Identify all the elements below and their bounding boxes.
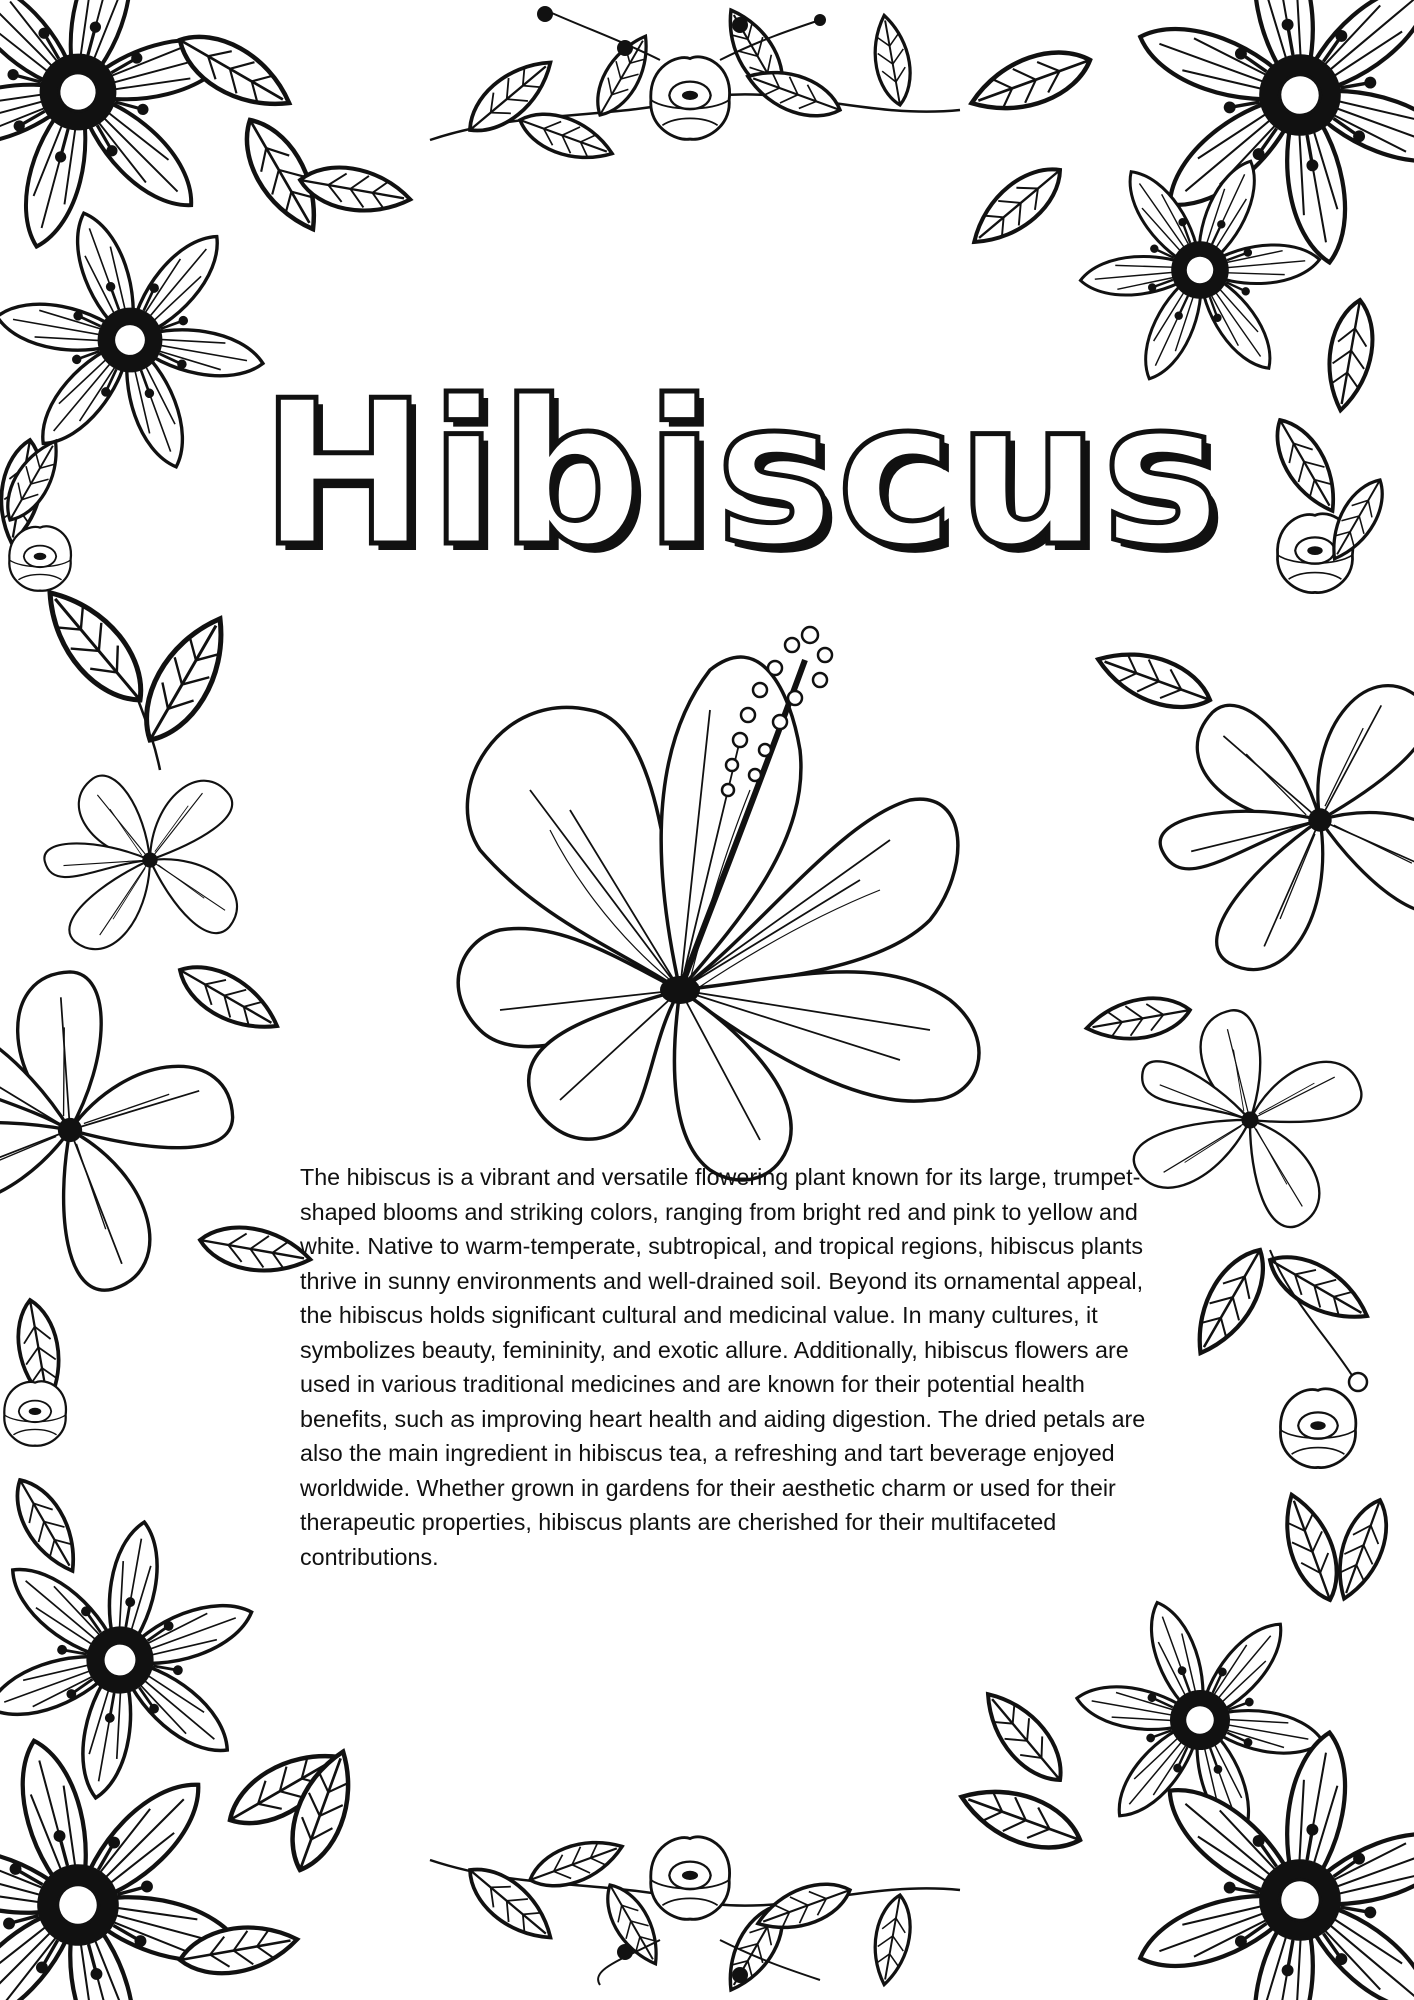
left-middle-flowers [0,576,314,1406]
hibiscus-illustration [458,627,979,1180]
description-paragraph: The hibiscus is a vibrant and versatile flowering plant known for its large, trumpet-shaped blooms and striking colors, ranging from bright red and pink to yellow and white. Native to warm-temperate, subtropical, and tropical regions, hibiscus plants thrive in sunny environments and well-drained soil. Beyond its ornamental appeal, the hibiscus holds significant cultural and medicinal value. In many cultures, it symbolizes beauty, femininity, and exotic allure. Additionally, hibiscus flowers are used in various traditional medicines and are known for their potential health benefits, such as improving heart health and aiding digestion. The dried petals are also the main ingredient in hibiscus tea, a refreshing and tart beverage enjoyed worldwide. Whether grown in gardens for their aesthetic charm or used for their therapeutic properties, hibiscus plants are cherished for their multifaceted contributions. [300,1164,1146,1570]
top-vine [430,1,960,170]
bottom-vine [430,1830,960,1999]
page-title: Hibiscus [260,358,1223,591]
